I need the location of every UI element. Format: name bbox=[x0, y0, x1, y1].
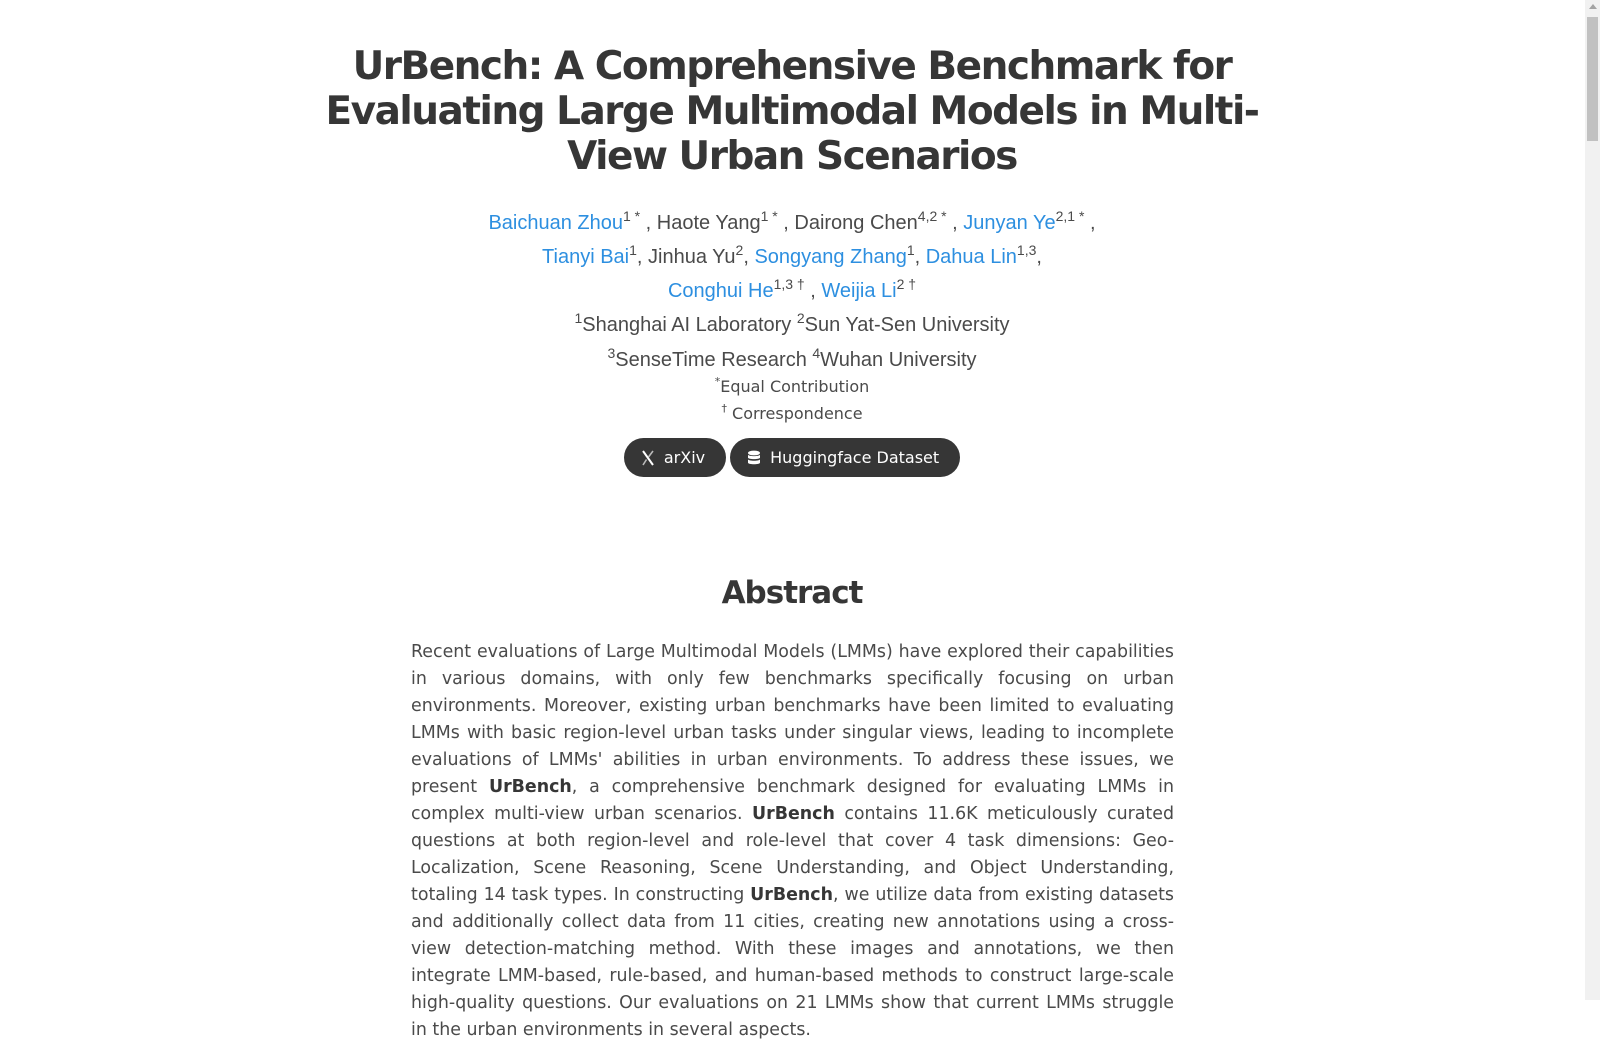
correspondence-note: † Correspondence bbox=[721, 402, 863, 423]
author-line-1: Baichuan Zhou$^{1 *}$ , Haote Yang$^{1 *}$ , Dairong Chen$^{4,2 *}$ , Junyan $Ye^{2,1 *}$ , bbox=[488, 208, 1096, 234]
abstract-text: Recent evaluations of Large Multimodal Models (LMMs) have explored their capabilities in various domains, with only few benchmarks specifically focusing on urban environments. Moreover, existing urban benchmarks have been limited to evaluating LMMs with basic region-level urban tasks under singular views, leading to incomplete evaluations of LMMs' abilities in urban environments. To address these issues, we present UrBench, a comprehensive benchmark designed for evaluating LMMs in complex multi-view urban scenarios. UrBench contains 11.6K meticulously curated questions at both region-level and role-level that cover 4 task dimensions: Geo-Localization, Scene Reasoning, Scene Understanding, and Object Understanding, totaling 14 task types. In constructing UrBench, we utilize data from existing datasets and additionally collect data from 11 cities, creating new annotations using a cross-view detection-matching method. With these images and annotations, we then integrate LMM-based, rule-based, and human-based methods to construct large-scale high-quality questions. Our evaluations on 21 LMMs show that current LMMs struggle in the urban environments in several aspects. bbox=[411, 642, 1174, 1040]
author-link[interactable]: Weijia Li bbox=[821, 280, 897, 302]
arxiv-label: arXiv bbox=[663, 448, 706, 467]
author-name: Jinhua Yu bbox=[648, 246, 736, 268]
scroll-up-arrow-icon[interactable] bbox=[1589, 4, 1597, 9]
huggingface-dataset-button[interactable] bbox=[730, 438, 960, 477]
author-name: Haote Yang bbox=[656, 212, 761, 234]
arxiv-button[interactable] bbox=[624, 438, 726, 477]
author-link[interactable]: Dahua Lin bbox=[925, 246, 1017, 268]
author-link[interactable]: Conghui He bbox=[667, 280, 774, 302]
affiliation: Sun Yat-Sen University bbox=[804, 314, 1010, 336]
equal-contribution-note: *Equal Contribution bbox=[714, 375, 870, 396]
author-link[interactable]: Junyan Ye bbox=[963, 212, 1056, 234]
page-title: UrBench: A Comprehensive Benchmark for Evaluating Large Multimodal Models in Multi-View Urban Scenarios bbox=[325, 44, 1259, 179]
affiliation: SenseTime Research bbox=[615, 349, 807, 371]
author-name: Dairong Chen bbox=[794, 212, 918, 234]
author-line-2: Tianyi Bai$^1$, Jinhua Yu$^2$, Songyang Zhang$^1$, Dahua Lin$^{1,3}$, bbox=[542, 242, 1042, 268]
arxiv-icon bbox=[641, 450, 655, 466]
author-notes bbox=[292, 373, 1292, 427]
author-list bbox=[292, 206, 1292, 378]
link-buttons bbox=[292, 438, 1292, 477]
affiliation: Wuhan University bbox=[820, 349, 977, 371]
affiliation: Shanghai AI Laboratory bbox=[582, 314, 792, 336]
vertical-scrollbar[interactable] bbox=[1585, 0, 1600, 1000]
scrollbar-thumb[interactable] bbox=[1587, 17, 1598, 141]
abstract-heading: Abstract bbox=[721, 575, 863, 611]
database-icon bbox=[747, 450, 761, 466]
affiliation-line-2: $^3$SenseTime Research $^4$Wuhan University bbox=[607, 345, 977, 371]
dataset-label: Huggingface Dataset bbox=[770, 448, 940, 467]
affiliation-line-1: $^1$Shanghai AI Laboratory $^2$Sun Yat-Sen University bbox=[574, 310, 1010, 336]
author-link[interactable]: Tianyi Bai bbox=[542, 246, 630, 268]
author-line-3: Conghui $He^{1,3 \dagger}$ , Weijia $Li^{2 \dagger}$ bbox=[667, 276, 917, 302]
author-link[interactable]: Songyang Zhang bbox=[754, 246, 907, 268]
author-link[interactable]: Baichuan Zhou bbox=[488, 212, 623, 234]
